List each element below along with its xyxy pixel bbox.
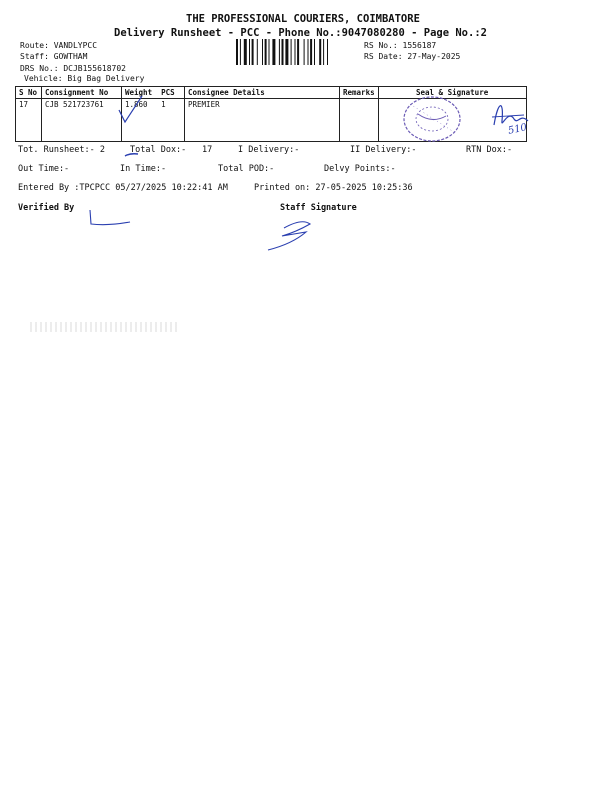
verifier-signature (78, 208, 138, 232)
ii-delivery: II Delivery:- (350, 145, 417, 155)
tot-runsheet: Tot. Runsheet:- 2 (18, 145, 105, 155)
printed-on: Printed on: 27-05-2025 10:25:36 (254, 183, 413, 193)
col-seal: Seal & Signature (378, 87, 526, 99)
rs-date: RS Date: 27-May-2025 (364, 52, 461, 61)
faint-smudge (30, 322, 180, 332)
receiver-signature (484, 95, 544, 145)
out-time: Out Time:- (18, 164, 70, 174)
i-delivery: I Delivery:- (238, 145, 300, 155)
rs-number: RS No.: 1556187 (364, 41, 437, 50)
col-pcs: PCS (161, 88, 175, 97)
company-title: THE PROFESSIONAL COURIERS, COIMBATORE (186, 13, 420, 25)
vehicle-label: Vehicle: Big Bag Delivery (24, 74, 145, 83)
col-consignment: Consignment No (42, 87, 122, 99)
cell-consignment: CJB 521723761 (42, 99, 122, 142)
verified-by-label: Verified By (18, 203, 75, 213)
staff-signature-label: Staff Signature (280, 203, 357, 213)
cell-consignee: PREMIER (185, 99, 340, 142)
cell-remarks (340, 99, 379, 142)
cell-pcs: 1 (161, 100, 166, 109)
total-dox-value: 17 (202, 145, 213, 155)
delvy-points: Delvy Points:- (324, 164, 396, 174)
col-sno: S No (16, 87, 42, 99)
rtn-dox: RTN Dox:- (466, 145, 513, 155)
cell-sno: 17 (16, 99, 42, 142)
in-time: In Time:- (120, 164, 167, 174)
col-remarks: Remarks (340, 87, 379, 99)
tick-mark (116, 92, 146, 132)
runsheet-subtitle: Delivery Runsheet - PCC - Phone No.:9047080280 - Page No.:2 (114, 27, 487, 39)
pen-mark (124, 151, 140, 159)
handwritten-number: 510 (507, 122, 529, 137)
entered-by: Entered By :TPCPCC 05/27/2025 10:22:41 AM (18, 183, 228, 193)
total-dox-label: Total Dox:- (130, 145, 187, 155)
seal-stamp (400, 92, 470, 147)
col-weight: Weight (125, 88, 153, 97)
drs-number: DRS No.: DCJB155618702 (20, 64, 126, 73)
cell-weight: 1.860 (125, 100, 148, 109)
route-label: Route: VANDLYPCC (20, 41, 98, 50)
staff-signature (262, 214, 322, 254)
col-consignee: Consignee Details (185, 87, 340, 99)
barcode-image (236, 39, 356, 65)
total-pod: Total POD:- (218, 164, 275, 174)
staff-label: Staff: GOWTHAM (20, 52, 88, 61)
